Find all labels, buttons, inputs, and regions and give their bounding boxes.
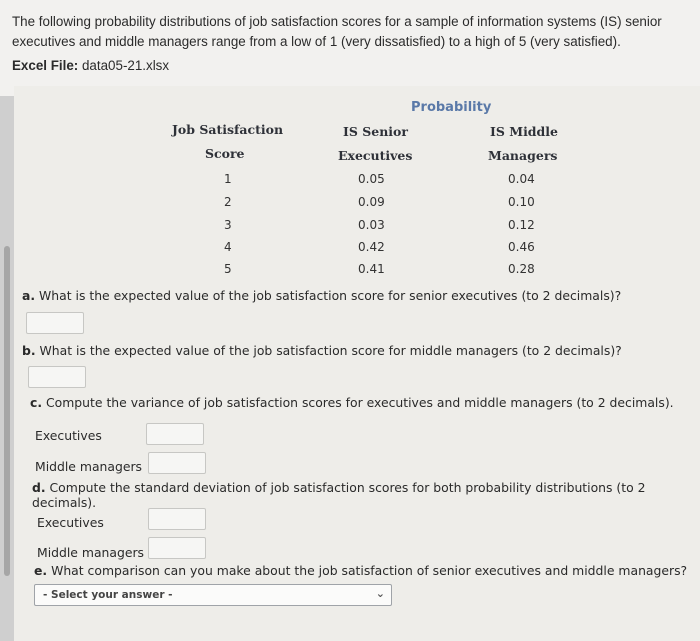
question-b-letter: b.	[22, 343, 36, 358]
score-cell: 5	[224, 262, 232, 276]
variance-executives-label: Executives	[35, 428, 102, 443]
question-b	[22, 343, 622, 358]
question-c	[30, 395, 674, 410]
question-d-text: Compute the standard deviation of job satisfaction scores for both probability distributions (to 2 decimals).	[32, 480, 646, 510]
stddev-managers-label: Middle managers	[37, 545, 145, 560]
variance-executives-input[interactable]	[146, 423, 204, 445]
score-cell: 2	[224, 195, 232, 209]
scrollbar-thumb[interactable]	[4, 246, 10, 576]
left-scrollbar[interactable]	[0, 96, 14, 641]
score-cell: 1	[224, 172, 232, 186]
problem-intro: The following probability distributions of job satisfaction scores for a sample of information systems (IS) senior executives and middle managers range from a low of 1 (very dissatisfied) to a high of 5 (very satisfied).	[12, 14, 662, 49]
question-e-text: What comparison can you make about the job satisfaction of senior executives and middle managers?	[47, 563, 688, 578]
question-d	[32, 480, 700, 510]
exec-prob-cell: 0.42	[358, 240, 385, 254]
variance-managers-input[interactable]	[148, 452, 206, 474]
excel-file-line	[12, 58, 169, 73]
exec-prob-cell: 0.09	[358, 195, 385, 209]
excel-file-label: Excel File:	[12, 58, 79, 73]
col-middle-line2: Managers	[488, 148, 558, 163]
excel-file-name: data05-21.xlsx	[81, 58, 170, 73]
question-e-letter: e.	[34, 563, 48, 578]
col-senior-line1: IS Senior	[343, 124, 408, 139]
comparison-select[interactable]	[34, 584, 392, 606]
mgr-prob-cell: 0.10	[508, 195, 535, 209]
col-senior-line2: Executives	[338, 148, 413, 163]
mgr-prob-cell: 0.28	[508, 262, 535, 276]
answer-a-input[interactable]	[26, 312, 84, 334]
comparison-select-value: - Select your answer -	[43, 589, 173, 601]
col-middle-line1: IS Middle	[490, 124, 558, 139]
score-cell: 3	[224, 218, 232, 232]
answer-b-input[interactable]	[28, 366, 86, 388]
score-cell: 4	[224, 240, 232, 254]
mgr-prob-cell: 0.04	[508, 172, 535, 186]
question-e	[34, 563, 687, 578]
question-c-letter: c.	[30, 395, 43, 410]
question-d-letter: d.	[32, 480, 46, 495]
question-a	[22, 288, 621, 303]
variance-managers-label: Middle managers	[35, 459, 143, 474]
exec-prob-cell: 0.03	[358, 218, 385, 232]
col-job-satisfaction-line2: Score	[205, 146, 245, 161]
question-c-text: Compute the variance of job satisfaction scores for executives and middle managers (to 2 decimals).	[42, 395, 674, 410]
stddev-managers-input[interactable]	[148, 537, 206, 559]
stddev-executives-input[interactable]	[148, 508, 206, 530]
mgr-prob-cell: 0.46	[508, 240, 535, 254]
mgr-prob-cell: 0.12	[508, 218, 535, 232]
col-job-satisfaction-line1: Job Satisfaction	[172, 122, 284, 137]
question-a-letter: a.	[22, 288, 36, 303]
exec-prob-cell: 0.05	[358, 172, 385, 186]
exec-prob-cell: 0.41	[358, 262, 385, 276]
chevron-down-icon: ⌄	[375, 587, 385, 600]
question-b-text: What is the expected value of the job satisfaction score for middle managers (to 2 decimals)?	[35, 343, 622, 358]
stddev-executives-label: Executives	[37, 515, 104, 530]
question-a-text: What is the expected value of the job satisfaction score for senior executives (to 2 decimals)?	[35, 288, 622, 303]
probability-header: Probability	[411, 100, 492, 115]
